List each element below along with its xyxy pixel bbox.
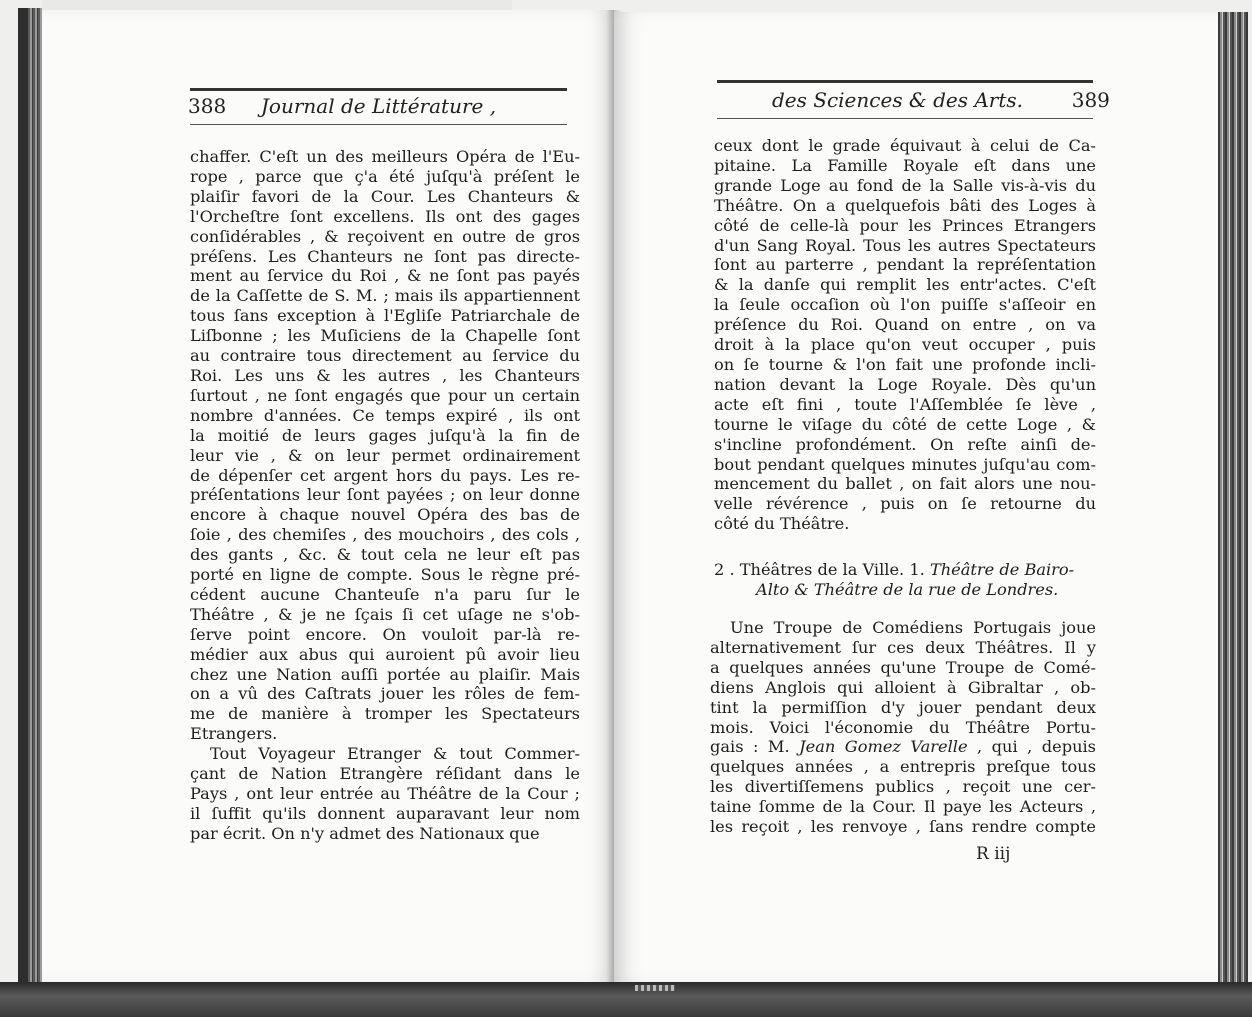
left-page — [42, 10, 614, 982]
text-line: côté de celle-là pour les Princes Etrangers — [714, 215, 1096, 235]
text-line: pitaine. La Famille Royale eſt dans une — [714, 155, 1096, 175]
text-line: conſidérables , & reçoivent en outre de gros — [190, 226, 580, 246]
text-line: bout pendant quelques minutes juſqu'au com- — [714, 454, 1096, 474]
text-line: la ſeule occaſion où l'on puiſſe s'aſſeoir en — [714, 295, 1096, 315]
text-line: ment au ſervice du Roi , & ne ſont pas payés — [190, 266, 580, 286]
text-line: me de manière à tromper les Spectateurs — [190, 704, 580, 724]
text-line: alternativement ſur ces deux Théâtres. Il y — [710, 637, 1096, 657]
text-line: cédent aucune Chanteuſe n'a paru ſur le — [190, 584, 580, 604]
text-line: leur vie , & on leur permet ordinairement — [190, 445, 580, 465]
text-line: Théâtre. On a quelquefois bâti des Loges à — [714, 195, 1096, 215]
person-name: Jean Gomez Varelle — [799, 737, 968, 756]
text-line: taine ſomme de la Cour. Il paye les Acteurs , — [710, 796, 1096, 816]
book-edge-left-shadow — [18, 8, 28, 983]
text-line: mencement du ballet , on fait alors une nou- — [714, 474, 1096, 494]
signature-mark: R iij — [976, 844, 1011, 864]
right-body-text-bottom — [710, 618, 1096, 737]
text-line: préſens. Les Chanteurs ne ſont pas directe- — [190, 246, 580, 266]
text-line: plaiſir favori de la Cour. Les Chanteurs & — [190, 186, 580, 206]
text-line: de dépenſer cet argent hors du pays. Les re- — [190, 465, 580, 485]
section-heading — [714, 560, 1104, 600]
text-line: il ſuffit qu'ils donnent auparavant leur nom — [190, 803, 580, 823]
text-line: ſoie , des chemiſes , des mouchoirs , des cols , — [190, 525, 580, 545]
text-line: diens Anglois qui alloient à Gibraltar , ob- — [710, 677, 1096, 697]
left-page-number: 388 — [188, 94, 227, 118]
text-line: médier aux abus qui auroient pû avoir lieu — [190, 644, 580, 664]
right-body-text-top — [714, 136, 1096, 534]
header-rule-bottom — [717, 118, 1093, 119]
right-page — [614, 12, 1218, 982]
text-line: velle révérence , puis on ſe retourne du — [714, 494, 1096, 514]
header-rule-top — [717, 80, 1093, 83]
header-rule-top — [190, 88, 567, 91]
text-line: ſont au parterre , pendant la repréſentation — [714, 255, 1096, 275]
text-line: la moitié de leurs gages juſqu'à la fin de — [190, 425, 580, 445]
text-line: ceux dont le grade équivaut à celui de Ca- — [714, 136, 1096, 155]
body-line: gais : M. Jean Gomez Varelle , qui , depuis — [710, 737, 1096, 756]
text-line: Liſbonne ; les Muſiciens de la Chapelle ſont — [190, 326, 580, 346]
text-line: préſence du Roi. Quand on entre , on va — [714, 315, 1096, 335]
top-strip — [42, 0, 512, 10]
text-line: les divertiſſemens publics , reçoit une cer- — [710, 776, 1096, 796]
text-line: ſurtout , ne ſont engagés que pour un certain — [190, 385, 580, 405]
text-line: tourne le viſage du côté de cette Loge , & — [714, 414, 1096, 434]
header-rule-bottom — [190, 124, 567, 125]
text-line: encore à chaque nouvel Opéra des bas de — [190, 505, 580, 525]
right-body-text-end — [710, 757, 1096, 837]
section-heading-line-1 — [714, 560, 1104, 580]
right-running-title: des Sciences & des Arts. — [772, 88, 1024, 112]
text-line: Roi. Les uns & les autres , les Chanteurs — [190, 365, 580, 385]
text-line: ſerve point encore. On vouloit par-là re- — [190, 624, 580, 644]
text-line: on ſe tourne & l'on fait une profonde incli- — [714, 354, 1096, 374]
section-title-part-2: Alto & Théâtre de la rue de Londres. — [756, 579, 1059, 599]
book-edge-right — [1218, 12, 1248, 982]
text-line: porté en ligne de compte. Sous le règne pré- — [190, 565, 580, 585]
text-line: s'incline profondément. On reſte ainſi de- — [714, 434, 1096, 454]
text-line: préſentations leur ſont payées ; on leur donne — [190, 485, 580, 505]
text-line: a quelques années qu'une Troupe de Comé- — [710, 657, 1096, 677]
text-line: l'Orcheſtre ſont excellens. Ils ont des gages — [190, 206, 580, 226]
text-line: quelques années , a entrepris preſque tous — [710, 757, 1096, 776]
text-line: mois. Voici l'économie du Théâtre Portu- — [710, 717, 1096, 737]
text-line: les reçoit , les renvoye , ſans rendre compte — [710, 816, 1096, 836]
text-line: Etrangers. — [190, 724, 278, 744]
right-body-line-with-name — [710, 737, 1096, 757]
text-line: chaffer. C'eſt un des meilleurs Opéra de l'Eu- — [190, 147, 580, 166]
text-line: Une Troupe de Comédiens Portugais joue — [730, 618, 1096, 637]
book-edge-left — [28, 8, 42, 983]
text-line: Théâtre , & je ne ſçais ſi cet uſage ne s'ob- — [190, 604, 580, 624]
text-line: nation devant la Loge Royale. Dès qu'un — [714, 374, 1096, 394]
text-line: par écrit. On n'y admet des Nationaux que — [190, 823, 540, 843]
text-line: au contraire tous directement au ſervice du — [190, 346, 580, 366]
text-line: chez une Nation auſſi portée au plaiſir. Mais — [190, 664, 580, 684]
section-number: 2 . Théâtres de la Ville. 1. — [714, 560, 925, 579]
text-line: rope , parce que ç'a été juſqu'à préſent le — [190, 166, 580, 186]
text-line: côté du Théâtre. — [714, 514, 850, 534]
left-running-title: Journal de Littérature , — [260, 94, 497, 118]
text-line: des gants , &c. & tout cela ne leur eſt pas — [190, 545, 580, 565]
right-page-number: 389 — [1071, 88, 1110, 112]
text-line: droit à la place qu'on veut occuper , puis — [714, 335, 1096, 355]
text-line: grande Loge au fond de la Salle vis-à-vis du — [714, 175, 1096, 195]
text-line: Tout Voyageur Etranger & tout Commer- — [210, 744, 580, 764]
text-line: on a vû des Caſtrats jouer les rôles de fem- — [190, 684, 580, 704]
text-line: tint la permiſſion d'y jouer pendant deux — [710, 697, 1096, 717]
text-line: nombre d'années. Ce temps expiré , ils ont — [190, 405, 580, 425]
text-line: d'un Sang Royal. Tous les autres Spectateurs — [714, 235, 1096, 255]
section-title-part-1: Théâtre de Bairo- — [929, 560, 1075, 579]
text-line: acte eſt fini , toute l'Aſſemblée ſe lève , — [714, 394, 1096, 414]
left-body-text — [190, 147, 580, 844]
scanner-mark — [635, 985, 675, 991]
right-running-head — [772, 88, 1110, 112]
text-line: Pays , ont leur entrée au Théâtre de la Cour ; — [190, 784, 580, 803]
text-line: tous ſans exception à l'Egliſe Patriarchale de — [190, 306, 580, 326]
text-line: de la Caſſette de S. M. ; mais ils appartiennent — [190, 286, 580, 306]
text-line: & la danſe qui remplit les entr'actes. C'eſt — [714, 275, 1096, 295]
left-running-head — [188, 94, 496, 118]
scanner-bottom-edge — [0, 982, 1252, 1017]
text-line: çant de Nation Etrangère réſidant dans le — [190, 764, 580, 784]
